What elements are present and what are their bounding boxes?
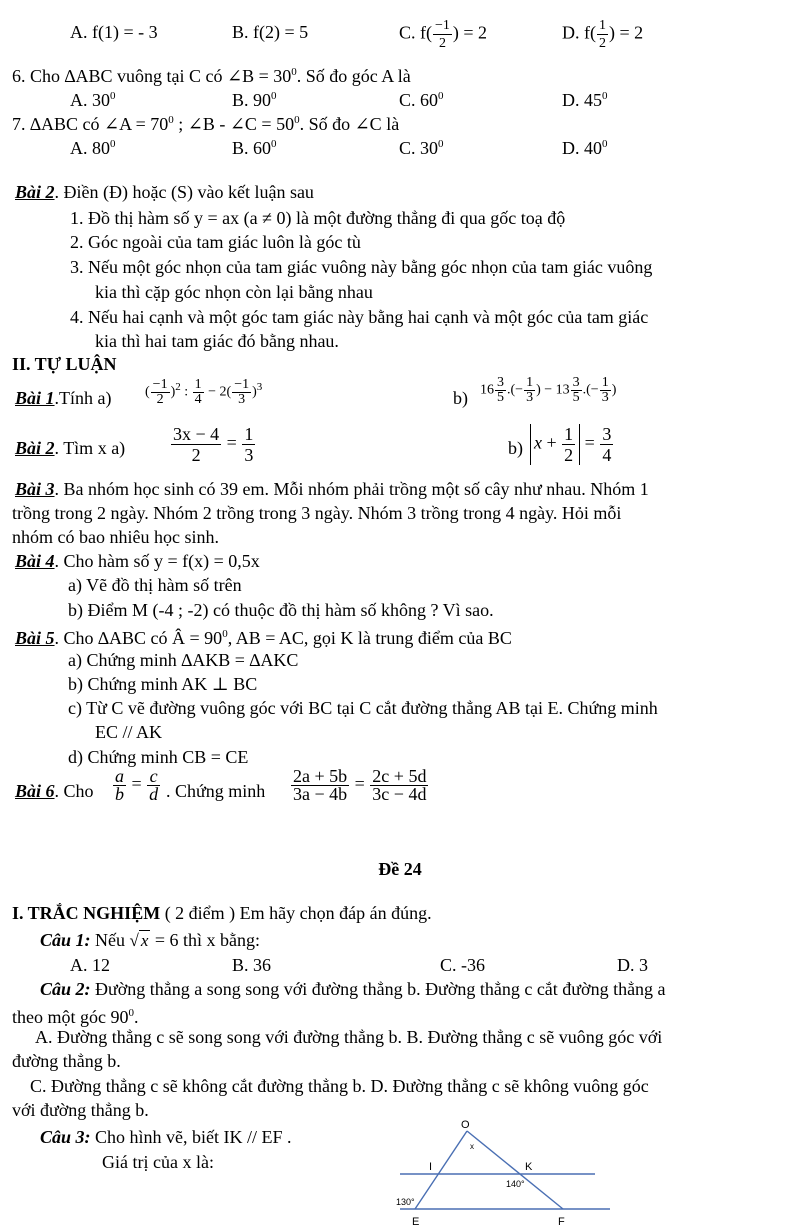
tl-bai1-expr-a: ( $\frac{-1}{2}$ )$^2$ : $\frac{1}{4}$ − 2( $\frac{-1}{3}$ )$^3$ xyxy=(145,376,263,407)
tl-bai5-d: d) Chứng minh CB = CE xyxy=(68,747,249,767)
cau2-options-cd: C. Đường thẳng c sẽ không cắt đường thẳng b. D. Đường thẳng c sẽ không vuông góc xyxy=(30,1076,649,1096)
q6-option-d: D. $45^0$ xyxy=(562,90,608,110)
cau2-options-ab-cont: đường thẳng b. xyxy=(12,1051,121,1071)
cau3-stem: Câu 3: Cho hình vẽ, biết IK // EF . xyxy=(40,1127,292,1147)
cau1-option-c: C. -36 xyxy=(440,955,485,975)
tl-bai5-b: b) Chứng minh AK ⊥ BC xyxy=(68,674,258,694)
q6-option-c: C. $60^0$ xyxy=(399,90,444,110)
tl-bai1: Bài 1.Tính a) xyxy=(15,388,112,408)
cau2-options-cd-cont: với đường thẳng b. xyxy=(12,1100,149,1120)
cau1-stem: Câu 1: Nếu √ x = 6 thì x bằng: xyxy=(40,930,261,950)
tl-bai4-b: b) Điểm M (-4 ; -2) có thuộc đồ thị hàm số không ? Vì sao. xyxy=(68,600,494,620)
q7-option-b: B. $60^0$ xyxy=(232,138,277,158)
label-140: 140° xyxy=(506,1179,525,1189)
cau2-stem-2: theo một góc $90^0$. xyxy=(12,1007,139,1027)
cau1-option-d: D. 3 xyxy=(617,955,648,975)
q6-stem: 6. Cho ∆ABC vuông tại C có ∠B = $30^0$. Số đo góc A là xyxy=(12,66,411,86)
tn-heading: I. TRẮC NGHIỆM ( 2 điểm ) Em hãy chọn đáp án đúng. xyxy=(12,903,432,923)
bai2-tn-item-4: 4. Nếu hai cạnh và một góc tam giác này bằng hai cạnh và một góc của tam giác xyxy=(70,307,649,327)
q7-option-d: D. $40^0$ xyxy=(562,138,608,158)
label-o: O xyxy=(461,1119,470,1131)
q5-option-b: B. f(2) = 5 xyxy=(232,22,309,42)
tl-bai6-label: Bài 6. Cho xyxy=(15,781,94,801)
label-k: K xyxy=(525,1161,533,1173)
q6-option-b: B. $90^0$ xyxy=(232,90,277,110)
cau3-question: Giá trị của x là: xyxy=(102,1152,214,1172)
q5-option-d: D. f( $\frac{1}{2}$ ) = 2 xyxy=(562,18,644,51)
section-heading-tu-luan: II. TỰ LUẬN xyxy=(12,354,117,374)
tl-bai4-a: a) Vẽ đồ thị hàm số trên xyxy=(68,575,242,595)
exam-title: Đề 24 xyxy=(378,859,422,879)
bai2-tn-item-4-cont: kia thì hai tam giác đó bằng nhau. xyxy=(95,331,339,351)
cau2-stem-1: Câu 2: Đường thẳng a song song với đường thẳng b. Đường thẳng c cắt đường thẳng a xyxy=(40,979,666,999)
tl-bai5-intro: Bài 5. Cho ∆ABC có Â = $90^0$, AB = AC, gọi K là trung điểm của BC xyxy=(15,628,512,648)
label-e: E xyxy=(412,1216,420,1228)
cau1-option-b: B. 36 xyxy=(232,955,272,975)
bai2-tn-item-2: 2. Góc ngoài của tam giác luôn là góc tù xyxy=(70,232,361,252)
q5-option-a: A. f(1) = - 3 xyxy=(70,22,158,42)
tl-bai5-a: a) Chứng minh ∆AKB = ∆AKC xyxy=(68,650,299,670)
tl-bai3-line-2: trồng trong 2 ngày. Nhóm 2 trồng trong 3 ngày. Nhóm 3 trồng trong 4 ngày. Hỏi mỗi xyxy=(12,503,622,523)
tl-bai3-line-1: Bài 3. Ba nhóm học sinh có 39 em. Mỗi nhóm phải trồng một số cây như nhau. Nhóm 1 xyxy=(15,479,649,499)
cau3-figure xyxy=(385,1115,615,1231)
tl-bai3-line-3: nhóm có bao nhiêu học sinh. xyxy=(12,527,219,547)
cau1-option-a: A. 12 xyxy=(70,955,110,975)
tl-bai5-c: c) Từ C vẽ đường vuông góc với BC tại C cắt đường thẳng AB tại E. Chứng minh xyxy=(68,698,658,718)
tl-bai6-given: $\frac{a}{b}$ = $\frac{c}{d}$ xyxy=(115,766,159,804)
segment-of xyxy=(467,1131,563,1209)
tl-bai4-intro: Bài 4. Cho hàm số y = f(x) = 0,5x xyxy=(15,551,260,571)
tl-bai6-prove: $\frac{2a + 5b}{3a - 4b}$ = $\frac{2c + 5d}{3c - 4d}$ xyxy=(293,766,427,804)
label-x: x xyxy=(470,1142,474,1151)
tl-bai2-expr-b: x + $\frac{1}{2}$ = $\frac{3}{4}$ xyxy=(530,424,614,465)
label-f: F xyxy=(558,1216,565,1228)
bai2-tn-item-1: 1. Đồ thị hàm số y = ax (a ≠ 0) là một đường thẳng đi qua gốc toạ độ xyxy=(70,208,566,228)
label-130: 130° xyxy=(396,1197,415,1207)
tl-bai6-mid: . Chứng minh xyxy=(166,781,266,801)
tl-bai5-c-cont: EC // AK xyxy=(95,722,163,742)
tl-bai1-expr-b: 16 $\frac{3}{5}$ .(− $\frac{1}{3}$ ) − 13 $\frac{3}{5}$ .(− $\frac{1}{3}$ ) xyxy=(480,375,617,405)
bai2-tn-intro: Bài 2. Điền (Đ) hoặc (S) vào kết luận sau xyxy=(15,182,314,202)
tl-bai2: Bài 2. Tìm x a) xyxy=(15,438,126,458)
bai2-tn-item-3: 3. Nếu một góc nhọn của tam giác vuông này bằng góc nhọn của tam giác vuông xyxy=(70,257,653,277)
bai2-tn-item-3-cont: kia thì cặp góc nhọn còn lại bằng nhau xyxy=(95,282,373,302)
label-i: I xyxy=(429,1161,433,1173)
tl-bai2-b-label: b) xyxy=(508,438,523,458)
q7-option-a: A. $80^0$ xyxy=(70,138,116,158)
q5-option-c: C. f( $\frac{-1}{2}$ ) = 2 xyxy=(399,18,488,51)
q6-option-a: A. $30^0$ xyxy=(70,90,116,110)
q7-option-c: C. $30^0$ xyxy=(399,138,444,158)
cau2-options-ab: A. Đường thẳng c sẽ song song với đường thẳng b. B. Đường thẳng c sẽ vuông góc với xyxy=(35,1027,663,1047)
tl-bai2-expr-a: $\frac{3x - 4}{2}$ = $\frac{1}{3}$ xyxy=(173,424,254,465)
segment-oe xyxy=(415,1131,467,1209)
q7-stem: 7. ∆ABC có ∠A = $70^0$ ; ∠B - ∠C = $50^0$. Số đo ∠C là xyxy=(12,114,400,134)
tl-bai1-b-label: b) xyxy=(453,388,468,408)
